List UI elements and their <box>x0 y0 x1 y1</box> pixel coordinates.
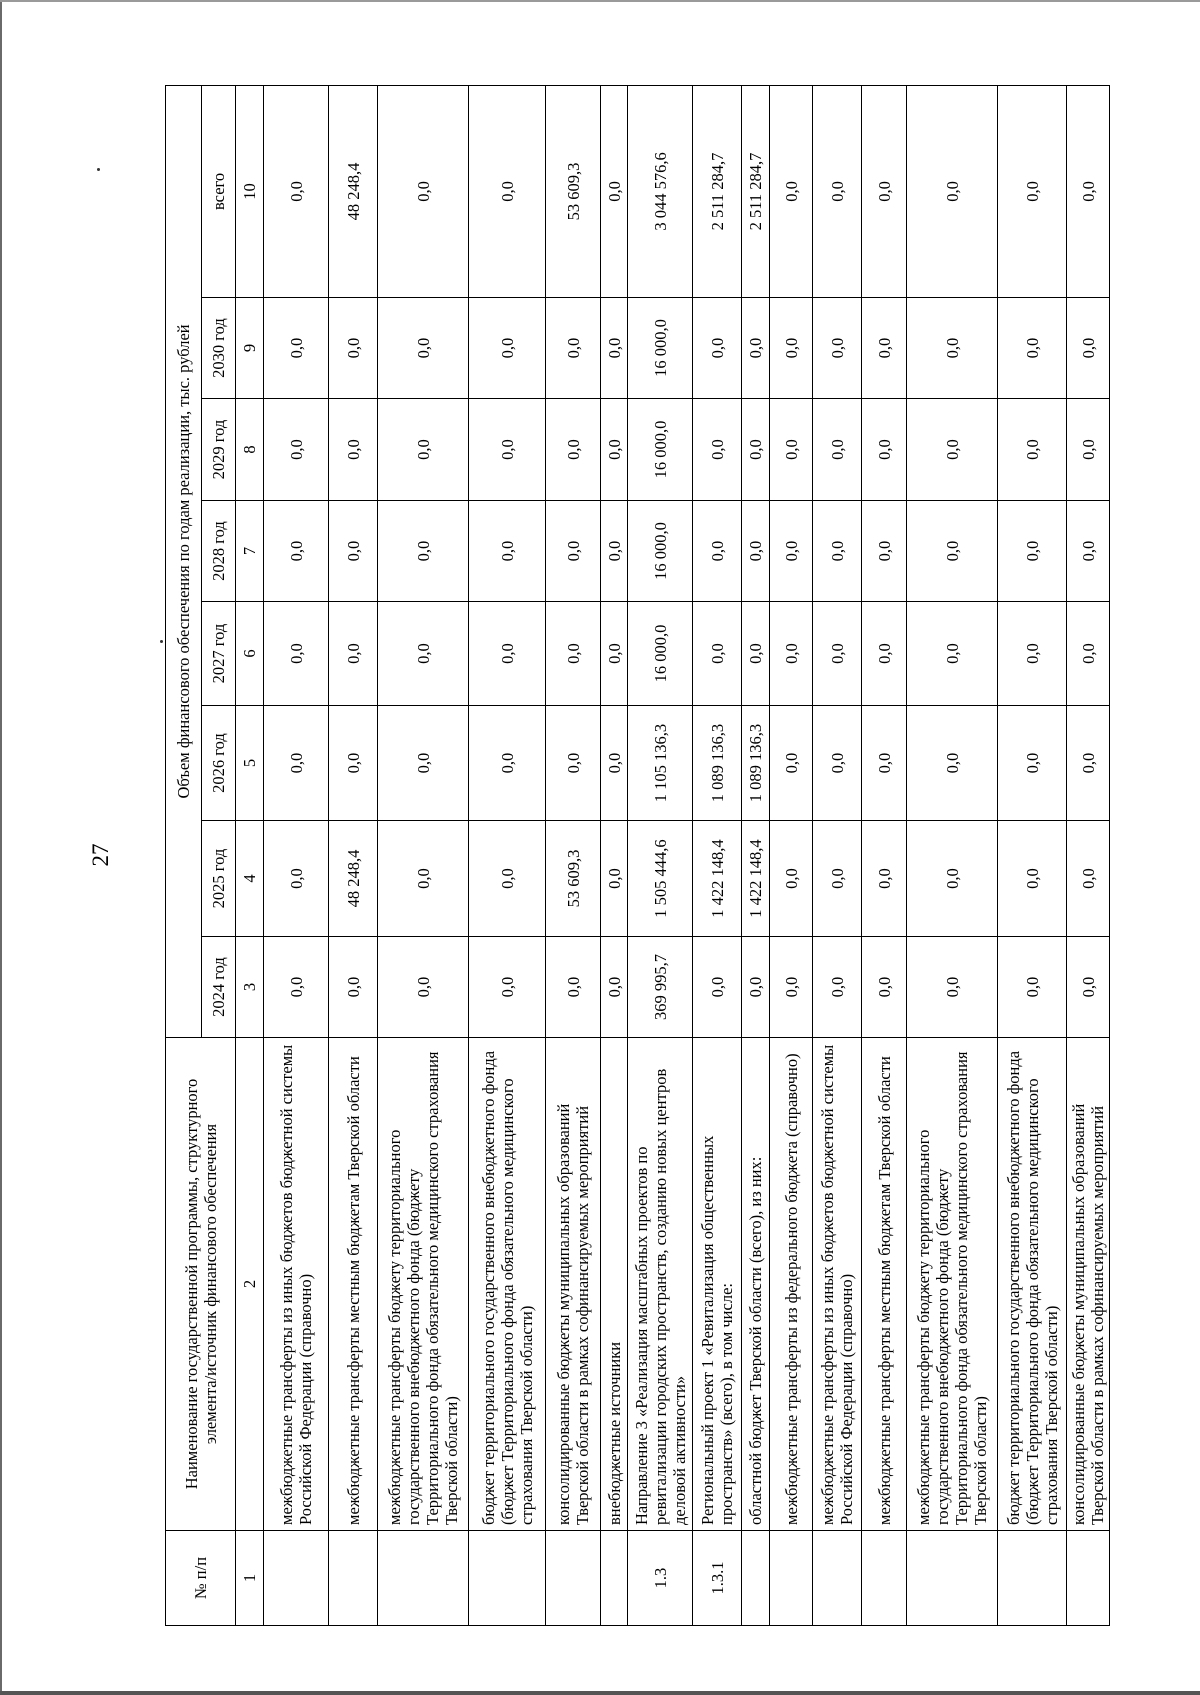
column-number-8: 8 <box>236 399 264 501</box>
table-row <box>601 85 628 1625</box>
table-body <box>264 85 1110 1625</box>
value-cell: 0,0 <box>469 298 546 399</box>
value-cell: 0,0 <box>813 602 862 706</box>
value-cell: 0,0 <box>378 821 469 937</box>
row-number-cell <box>862 1531 907 1626</box>
value-cell: 0,0 <box>693 399 742 501</box>
table-row <box>264 85 329 1625</box>
value-cell: 48 248,4 <box>329 821 378 937</box>
row-name-cell: внебюджетные источники <box>601 1038 628 1531</box>
table-row <box>998 85 1067 1625</box>
value-cell: 0,0 <box>469 602 546 706</box>
value-cell: 16 000,0 <box>628 602 693 706</box>
value-cell: 0,0 <box>770 821 813 937</box>
value-cell: 0,0 <box>770 85 813 297</box>
value-cell: 0,0 <box>907 937 998 1038</box>
value-cell: 0,0 <box>329 298 378 399</box>
value-cell: 0,0 <box>1067 706 1110 821</box>
value-cell: 0,0 <box>742 602 770 706</box>
header-funding: Объем финансового обеспечения по годам реализации, тыс. рублей <box>166 85 202 1037</box>
column-number-3: 3 <box>236 937 264 1038</box>
value-cell: 0,0 <box>329 399 378 501</box>
row-number-cell: 1.3.1 <box>693 1531 742 1626</box>
table-row <box>1067 85 1110 1625</box>
value-cell: 0,0 <box>378 501 469 602</box>
row-name-cell: Направление 3 «Реализация масштабных проектов по ревитализации городских пространств, созданию новых центров деловой активности» <box>628 1038 693 1531</box>
value-cell: 0,0 <box>546 602 601 706</box>
value-cell: 0,0 <box>264 821 329 937</box>
value-cell: 0,0 <box>601 602 628 706</box>
value-cell: 1 105 136,3 <box>628 706 693 821</box>
row-number-cell <box>546 1531 601 1626</box>
value-cell: 1 089 136,3 <box>742 706 770 821</box>
value-cell: 0,0 <box>601 937 628 1038</box>
value-cell: 0,0 <box>770 501 813 602</box>
value-cell: 1 089 136,3 <box>693 706 742 821</box>
value-cell: 0,0 <box>693 937 742 1038</box>
value-cell: 16 000,0 <box>628 501 693 602</box>
table-row <box>628 85 693 1625</box>
value-cell: 0,0 <box>813 298 862 399</box>
row-number-cell <box>998 1531 1067 1626</box>
column-number-2: 2 <box>236 1038 264 1531</box>
row-name-cell: консолидированные бюджеты муниципальных образований Тверской области в рамках софинансируемых мероприятий <box>1067 1038 1110 1531</box>
value-cell: 0,0 <box>1067 85 1110 297</box>
value-cell: 0,0 <box>770 602 813 706</box>
header-year-5: 2029 год <box>202 399 236 501</box>
value-cell: 369 995,7 <box>628 937 693 1038</box>
value-cell: 0,0 <box>907 821 998 937</box>
value-cell: 0,0 <box>693 602 742 706</box>
value-cell: 0,0 <box>813 501 862 602</box>
value-cell: 0,0 <box>998 602 1067 706</box>
value-cell: 0,0 <box>813 821 862 937</box>
value-cell: 0,0 <box>862 821 907 937</box>
row-name-cell: межбюджетные трансферты из иных бюджетов бюджетной системы Российской Федерации (справочно) <box>813 1038 862 1531</box>
value-cell: 0,0 <box>862 85 907 297</box>
row-number-cell <box>264 1531 329 1626</box>
value-cell: 0,0 <box>998 821 1067 937</box>
row-number-cell <box>770 1531 813 1626</box>
value-cell: 0,0 <box>546 706 601 821</box>
value-cell: 0,0 <box>469 821 546 937</box>
value-cell: 0,0 <box>693 298 742 399</box>
value-cell: 0,0 <box>742 399 770 501</box>
value-cell: 0,0 <box>601 706 628 821</box>
row-name-cell: межбюджетные трансферты местным бюджетам Тверской области <box>862 1038 907 1531</box>
value-cell: 0,0 <box>742 298 770 399</box>
value-cell: 0,0 <box>329 501 378 602</box>
table-row <box>770 85 813 1625</box>
value-cell: 0,0 <box>264 298 329 399</box>
value-cell: 1 505 444,6 <box>628 821 693 937</box>
value-cell: 16 000,0 <box>628 399 693 501</box>
value-cell: 0,0 <box>742 501 770 602</box>
table-row <box>693 85 742 1625</box>
value-cell: 1 422 148,4 <box>742 821 770 937</box>
column-number-7: 7 <box>236 501 264 602</box>
table-header <box>166 85 264 1625</box>
row-number-cell <box>813 1531 862 1626</box>
row-name-cell: межбюджетные трансферты бюджету территориального государственного внебюджетного фонда (бюджету Территориального фонда обязательного медицинского страхования Тверской области) <box>378 1038 469 1531</box>
row-name-cell: межбюджетные трансферты бюджету территориального государственного внебюджетного фонда (бюджету Территориального фонда обязательного медицинского страхования Тверской области) <box>907 1038 998 1531</box>
value-cell: 0,0 <box>469 399 546 501</box>
value-cell: 0,0 <box>998 399 1067 501</box>
value-cell: 0,0 <box>1067 298 1110 399</box>
value-cell: 2 511 284,7 <box>742 85 770 297</box>
row-name-cell: консолидированные бюджеты муниципальных образований Тверской области в рамках софинансируемых мероприятий <box>546 1038 601 1531</box>
row-name-cell: межбюджетные трансферты из федерального бюджета (справочно) <box>770 1038 813 1531</box>
value-cell: 0,0 <box>907 85 998 297</box>
value-cell: 48 248,4 <box>329 85 378 297</box>
value-cell: 0,0 <box>862 298 907 399</box>
value-cell: 0,0 <box>264 602 329 706</box>
table-row <box>813 85 862 1625</box>
value-cell: 0,0 <box>546 399 601 501</box>
row-name-cell: областной бюджет Тверской области (всего), из них: <box>742 1038 770 1531</box>
value-cell: 0,0 <box>862 602 907 706</box>
header-column-numbers-row <box>236 85 264 1625</box>
value-cell: 0,0 <box>329 937 378 1038</box>
value-cell: 0,0 <box>1067 821 1110 937</box>
value-cell: 0,0 <box>264 501 329 602</box>
table-row <box>907 85 998 1625</box>
row-name-cell: бюджет территориального государственного внебюджетного фонда (бюджет Территориального фонда обязательного медицинского страхования Тверской области) <box>469 1038 546 1531</box>
column-number-1: 1 <box>236 1531 264 1626</box>
value-cell: 0,0 <box>998 85 1067 297</box>
value-cell: 0,0 <box>862 501 907 602</box>
value-cell: 0,0 <box>693 501 742 602</box>
value-cell: 0,0 <box>1067 501 1110 602</box>
row-number-cell <box>907 1531 998 1626</box>
value-cell: 0,0 <box>907 501 998 602</box>
header-year-3: 2027 год <box>202 602 236 706</box>
value-cell: 0,0 <box>770 937 813 1038</box>
row-name-cell: Региональный проект 1 «Ревитализация общественных пространств» (всего), в том числе: <box>693 1038 742 1531</box>
funding-table <box>165 85 1110 1626</box>
page-number: 27 <box>88 843 113 867</box>
column-number-6: 6 <box>236 602 264 706</box>
row-number-cell: 1.3 <box>628 1531 693 1626</box>
value-cell: 0,0 <box>742 937 770 1038</box>
value-cell: 0,0 <box>862 706 907 821</box>
header-year-0: 2024 год <box>202 937 236 1038</box>
value-cell: 0,0 <box>264 937 329 1038</box>
value-cell: 16 000,0 <box>628 298 693 399</box>
table-row <box>469 85 546 1625</box>
column-number-9: 9 <box>236 298 264 399</box>
value-cell: 0,0 <box>601 298 628 399</box>
value-cell: 53 609,3 <box>546 85 601 297</box>
value-cell: 0,0 <box>907 602 998 706</box>
table-row <box>742 85 770 1625</box>
value-cell: 0,0 <box>329 706 378 821</box>
header-name: Наименование государственной программы, структурного элемента/источник финансового обеспечения <box>166 1038 236 1531</box>
value-cell: 0,0 <box>907 706 998 821</box>
value-cell: 0,0 <box>264 706 329 821</box>
value-cell: 3 044 576,6 <box>628 85 693 297</box>
row-number-cell <box>378 1531 469 1626</box>
value-cell: 0,0 <box>770 298 813 399</box>
value-cell: 0,0 <box>378 85 469 297</box>
header-number: № п/п <box>166 1531 236 1626</box>
row-number-cell <box>469 1531 546 1626</box>
header-year-6: 2030 год <box>202 298 236 399</box>
value-cell: 0,0 <box>264 85 329 297</box>
header-year-1: 2025 год <box>202 821 236 937</box>
value-cell: 0,0 <box>546 501 601 602</box>
value-cell: 0,0 <box>378 602 469 706</box>
row-name-cell: бюджет территориального государственного внебюджетного фонда (бюджет Территориального фонда обязательного медицинского страхования Тверской области) <box>998 1038 1067 1531</box>
value-cell: 0,0 <box>378 298 469 399</box>
value-cell: 0,0 <box>813 399 862 501</box>
row-number-cell <box>601 1531 628 1626</box>
table-row <box>329 85 378 1625</box>
value-cell: 0,0 <box>469 937 546 1038</box>
table-row <box>862 85 907 1625</box>
value-cell: 0,0 <box>1067 399 1110 501</box>
value-cell: 0,0 <box>862 399 907 501</box>
value-cell: 0,0 <box>813 706 862 821</box>
header-year-4: 2028 год <box>202 501 236 602</box>
value-cell: 53 609,3 <box>546 821 601 937</box>
value-cell: 0,0 <box>1067 602 1110 706</box>
value-cell: 0,0 <box>378 706 469 821</box>
value-cell: 0,0 <box>998 937 1067 1038</box>
header-year-7: всего <box>202 85 236 297</box>
value-cell: 2 511 284,7 <box>693 85 742 297</box>
value-cell: 0,0 <box>1067 937 1110 1038</box>
value-cell: 0,0 <box>264 399 329 501</box>
value-cell: 1 422 148,4 <box>693 821 742 937</box>
value-cell: 0,0 <box>546 298 601 399</box>
value-cell: 0,0 <box>998 706 1067 821</box>
value-cell: 0,0 <box>907 298 998 399</box>
value-cell: 0,0 <box>813 85 862 297</box>
value-cell: 0,0 <box>469 501 546 602</box>
value-cell: 0,0 <box>601 85 628 297</box>
value-cell: 0,0 <box>770 399 813 501</box>
value-cell: 0,0 <box>813 937 862 1038</box>
value-cell: 0,0 <box>998 501 1067 602</box>
value-cell: 0,0 <box>546 937 601 1038</box>
row-name-cell: межбюджетные трансферты из иных бюджетов бюджетной системы Российской Федерации (справочно) <box>264 1038 329 1531</box>
value-cell: 0,0 <box>378 937 469 1038</box>
row-name-cell: межбюджетные трансферты местным бюджетам Тверской области <box>329 1038 378 1531</box>
header-year-2: 2026 год <box>202 706 236 821</box>
row-number-cell <box>1067 1531 1110 1626</box>
value-cell: 0,0 <box>998 298 1067 399</box>
column-number-5: 5 <box>236 706 264 821</box>
value-cell: 0,0 <box>469 706 546 821</box>
value-cell: 0,0 <box>378 399 469 501</box>
value-cell: 0,0 <box>329 602 378 706</box>
table-row <box>378 85 469 1625</box>
row-number-cell <box>742 1531 770 1626</box>
column-number-4: 4 <box>236 821 264 937</box>
row-number-cell <box>329 1531 378 1626</box>
value-cell: 0,0 <box>601 501 628 602</box>
value-cell: 0,0 <box>469 85 546 297</box>
value-cell: 0,0 <box>601 399 628 501</box>
value-cell: 0,0 <box>770 706 813 821</box>
column-number-10: 10 <box>236 85 264 297</box>
value-cell: 0,0 <box>862 937 907 1038</box>
table-row <box>546 85 601 1625</box>
value-cell: 0,0 <box>907 399 998 501</box>
value-cell: 0,0 <box>601 821 628 937</box>
